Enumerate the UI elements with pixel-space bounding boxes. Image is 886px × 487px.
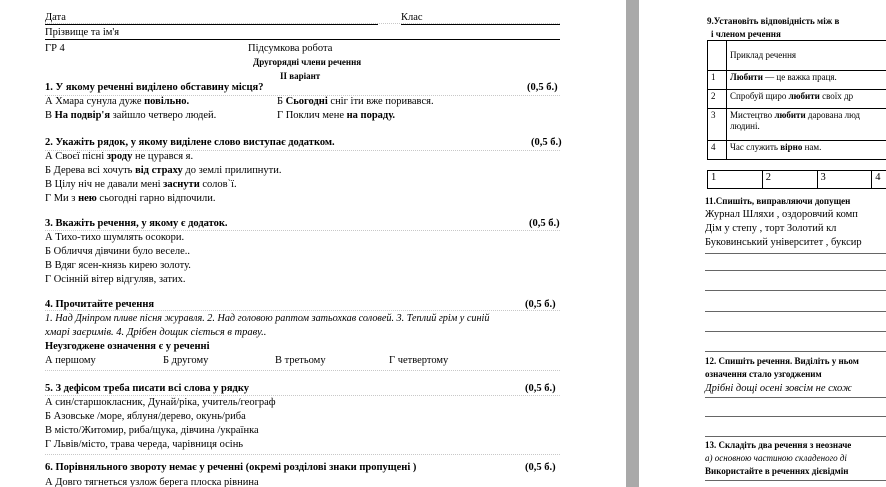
document-page-right (639, 0, 886, 487)
q9-row-num: 4 (708, 141, 727, 160)
q9-answer-grid (707, 170, 886, 189)
q1-option-b: Б Сьогодні сніг іти вже поривався. (277, 96, 434, 107)
q2-option-v: В Цілу ніч не давали мені заснути солов`ї. (45, 179, 237, 190)
q2-option-a: А Своєї пісні зроду не цурався я. (45, 151, 194, 162)
q1-score: (0,5 б.) (527, 82, 558, 93)
writing-line[interactable] (705, 480, 886, 481)
q13-line-a: а) основною частиною складеного ді (705, 453, 847, 463)
q5-option-v: В місто/Житомир, риба/щука, дівчина /українка (45, 425, 259, 436)
q5-option-g: Г Львів/місто, трава череда, чарівниця осінь (45, 439, 244, 450)
writing-line[interactable] (705, 311, 886, 312)
q5-option-b: Б Азовське /море, яблуня/дерево, окунь/риба (45, 411, 246, 422)
name-label: Прізвище та ім'я (45, 27, 120, 38)
q11-line2: Дім у степу , торт Золотий кл (705, 223, 837, 234)
q3-option-b: Б Обличчя дівчини було веселе.. (45, 246, 191, 257)
q9-row-text: Любити — це важка праця. (727, 71, 886, 90)
q2-option-g: Г Ми з нею сьогодні гарно відпочили. (45, 193, 216, 204)
q1-question: 1. У якому реченні виділено обставину місця? (45, 82, 264, 93)
q4-score: (0,5 б.) (525, 299, 556, 310)
variant-label: ІІ варіант (280, 71, 321, 81)
date-label: Дата (45, 12, 66, 23)
q1-option-v: В На подвір'я зайшло четверо людей. (45, 110, 217, 121)
q11-line3: Буковинський університет , буксир (705, 237, 862, 248)
group-label: ГР 4 (45, 43, 65, 54)
q3-option-a: А Тихо-тихо шумлять осокори. (45, 232, 185, 243)
writing-line[interactable] (705, 436, 886, 437)
q11-line1: Журнал Шляхи , оздоровчий комп (705, 209, 858, 220)
answer-cell[interactable]: 3 (817, 171, 872, 189)
q9-row-text: Час служить вірно нам. (727, 141, 886, 160)
q12-text: Дрібні дощі осені зовсім не схож (705, 383, 852, 394)
q4-question: 4. Прочитайте речення (45, 299, 155, 310)
q4-text-line1: 1. Над Дніпром пливе пісня журавля. 2. Над головою раптом затьохкав соловей. 3. Теплий грім у синій (45, 313, 490, 324)
q9-table (707, 40, 886, 160)
writing-line[interactable] (705, 253, 886, 254)
date-underline (45, 24, 378, 25)
q5-option-a: А син/старшокласник, Дунай/ріка, учитель/географ (45, 397, 276, 408)
q9-title: 9.Установіть відповідність між в (707, 16, 840, 26)
writing-line[interactable] (705, 397, 886, 398)
q4-option-v: В третьому (275, 355, 326, 366)
page-subtitle: Другорядні члени речення (253, 57, 362, 67)
answer-cell[interactable]: 1 (708, 171, 763, 189)
q1-option-a: А Хмара сунула дуже повільно. (45, 96, 190, 107)
q2-question: 2. Укажіть рядок, у якому виділене слово виступає додатком. (45, 137, 335, 148)
q4-option-g: Г четвертому (389, 355, 449, 366)
q13-title: 13. Складіть два речення з неозначе (705, 440, 852, 450)
q5-score: (0,5 б.) (525, 383, 556, 394)
q3-question: 3. Вкажіть речення, у якому є додаток. (45, 218, 228, 229)
q5-question: 5. З дефісом треба писати всі слова у рядку (45, 383, 249, 394)
page-gap (626, 0, 639, 487)
writing-line[interactable] (705, 351, 886, 352)
writing-line[interactable] (705, 331, 886, 332)
q1-option-g: Г Поклич мене на пораду. (277, 110, 396, 121)
writing-line[interactable] (705, 290, 886, 291)
class-underline (401, 24, 560, 25)
q6-option-a: А Довго тягнеться узлож берега плоска рівнина (45, 477, 259, 487)
name-underline (45, 39, 560, 40)
q4-option-a: А першому (45, 355, 96, 366)
q9-row-text: Мистецтво любити дарована люд людині. (727, 109, 886, 141)
q3-option-v: В Вдяг ясен-князь кирею золоту. (45, 260, 191, 271)
q3-score: (0,5 б.) (529, 218, 560, 229)
q9-row-text: Спробуй щиро любити своїх др (727, 90, 886, 109)
q2-score: (0,5 б.) (531, 137, 562, 148)
q9-row-num: 1 (708, 71, 727, 90)
q6-score: (0,5 б.) (525, 462, 556, 473)
q11-title: 11.Спишіть, виправляючи допущен (705, 196, 851, 206)
q9-row-num: 3 (708, 109, 727, 141)
q2-option-b: Б Дерева всі хочуть від страху до землі прилипнути. (45, 165, 282, 176)
q3-option-g: Г Осінній вітер відгуляв, затих. (45, 274, 186, 285)
q9-row-num: 2 (708, 90, 727, 109)
q9-table-header: Приклад речення (727, 41, 886, 71)
writing-line[interactable] (705, 270, 886, 271)
q6-question: 6. Порівняльного звороту немає у реченні (окремі розділові знаки пропущені ) (45, 462, 417, 473)
answer-cell[interactable]: 4 (872, 171, 886, 189)
answer-cell[interactable]: 2 (762, 171, 817, 189)
q12-subtitle: означення стало узгодженим (705, 369, 822, 379)
class-label: Клас (401, 12, 423, 23)
page-title: Підсумкова робота (248, 43, 333, 54)
q4-text-line2: хмарі заєримів. 4. Дрібен дощик сіється в траву.. (45, 327, 267, 338)
q12-title: 12. Спишіть речення. Виділіть у ньом (705, 356, 859, 366)
q13-line-b: Використайте в реченнях дієвідмін (705, 466, 849, 476)
writing-line[interactable] (705, 416, 886, 417)
q4-prompt: Неузгоджене означення є у реченні (45, 341, 210, 352)
q4-option-b: Б другому (163, 355, 209, 366)
q9-subtitle: і членом речення (711, 29, 781, 39)
